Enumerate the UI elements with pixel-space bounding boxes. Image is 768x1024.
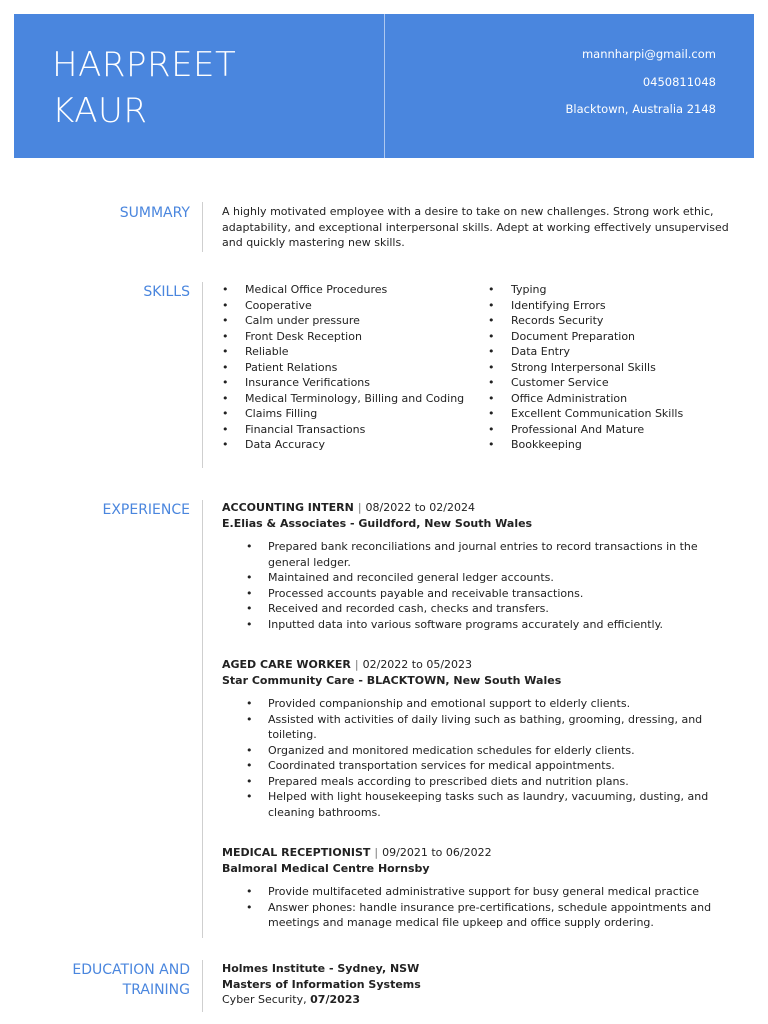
job-company: Balmoral Medical Centre Hornsby xyxy=(222,861,430,875)
skills-left-column xyxy=(222,282,464,453)
job-bullet: • Prepared meals according to prescribed diets and nutrition plans. xyxy=(222,774,732,790)
skill-item: • Insurance Verifications xyxy=(222,375,464,391)
job-bullets xyxy=(222,696,732,820)
skill-item: • Claims Filling xyxy=(222,406,464,422)
skill-item: • Office Administration xyxy=(488,391,683,407)
job-bullets xyxy=(222,539,732,632)
summary-heading: SUMMARY xyxy=(119,205,190,221)
skills-section xyxy=(0,280,768,470)
field-of-study xyxy=(222,992,732,1008)
degree: Masters of Information Systems xyxy=(222,977,421,991)
skill-item: • Strong Interpersonal Skills xyxy=(488,360,683,376)
resume-header xyxy=(14,14,754,158)
skill-item: • Medical Office Procedures xyxy=(222,282,464,298)
education-heading-line1: EDUCATION AND xyxy=(72,962,190,978)
graduation-date: 07/2023 xyxy=(310,993,361,1006)
institution: Holmes Institute - Sydney, NSW xyxy=(222,962,420,975)
skill-item: • Professional And Mature xyxy=(488,422,683,438)
header-divider xyxy=(384,14,385,158)
job-entry xyxy=(222,500,732,632)
job-bullet: • Inputted data into various software programs accurately and efficiently. xyxy=(222,617,732,633)
skills-right-column xyxy=(488,282,683,453)
job-bullet: • Processed accounts payable and receivable transactions. xyxy=(222,586,732,602)
job-bullet: • Received and recorded cash, checks and transfers. xyxy=(222,601,732,617)
job-dates: 09/2021 to 06/2022 xyxy=(382,846,492,859)
section-divider xyxy=(202,282,203,468)
section-divider xyxy=(202,960,203,1012)
location: Blacktown, Australia 2148 xyxy=(565,102,716,116)
education-heading xyxy=(72,960,190,1000)
job-dates: 08/2022 to 02/2024 xyxy=(365,501,475,514)
separator: | xyxy=(357,501,362,514)
job-entry xyxy=(222,657,732,820)
field: Cyber Security, xyxy=(222,993,307,1006)
section-divider xyxy=(202,202,203,252)
separator: | xyxy=(374,846,379,859)
job-company: Star Community Care - BLACKTOWN, New South Wales xyxy=(222,673,562,687)
job-bullet: • Provide multifaceted administrative support for busy general medical practice xyxy=(222,884,732,900)
job-header xyxy=(222,657,732,673)
summary-section xyxy=(0,200,768,260)
job-company: E.Elias & Associates - Guildford, New South Wales xyxy=(222,516,533,530)
job-title: AGED CARE WORKER xyxy=(222,658,351,671)
job-bullet: • Assisted with activities of daily living such as bathing, grooming, dressing, and toileting. xyxy=(222,712,732,743)
skill-item: • Customer Service xyxy=(488,375,683,391)
job-dates: 02/2022 to 05/2023 xyxy=(362,658,473,671)
skills-heading: SKILLS xyxy=(143,284,190,300)
skill-item: • Document Preparation xyxy=(488,329,683,345)
skill-item: • Cooperative xyxy=(222,298,464,314)
skill-item: • Data Accuracy xyxy=(222,437,464,453)
job-bullet: • Organized and monitored medication schedules for elderly clients. xyxy=(222,743,732,759)
job-bullet: • Prepared bank reconciliations and journal entries to record transactions in the general ledger. xyxy=(222,539,732,570)
first-name: HARPREET xyxy=(52,45,237,85)
skill-item: • Reliable xyxy=(222,344,464,360)
job-bullets xyxy=(222,884,732,931)
skill-item: • Excellent Communication Skills xyxy=(488,406,683,422)
job-bullet: • Helped with light housekeeping tasks such as laundry, vacuuming, dusting, and cleaning bathrooms. xyxy=(222,789,732,820)
email[interactable]: mannharpi@gmail.com xyxy=(581,47,716,61)
candidate-name xyxy=(52,42,236,134)
education-entry xyxy=(222,961,732,1008)
education-section xyxy=(0,958,768,1018)
last-name: KAUR xyxy=(52,91,148,131)
job-header xyxy=(222,845,732,861)
summary-text: A highly motivated employee with a desire to take on new challenges. Strong work ethic, adaptability, and exceptional interpersonal skills. Adept at working effectively unsupervised and quickly mastering new skills. xyxy=(222,205,729,249)
experience-heading: EXPERIENCE xyxy=(102,502,190,518)
education-heading-line2: TRAINING xyxy=(122,982,190,998)
skill-item: • Identifying Errors xyxy=(488,298,683,314)
skill-item: • Financial Transactions xyxy=(222,422,464,438)
skill-item: • Data Entry xyxy=(488,344,683,360)
skill-item: • Front Desk Reception xyxy=(222,329,464,345)
job-title: MEDICAL RECEPTIONIST xyxy=(222,846,371,859)
skill-item: • Medical Terminology, Billing and Coding xyxy=(222,391,464,407)
job-bullet: • Maintained and reconciled general ledger accounts. xyxy=(222,570,732,586)
phone: 0450811048 xyxy=(642,74,716,89)
skill-item: • Calm under pressure xyxy=(222,313,464,329)
section-divider xyxy=(202,500,203,938)
job-header xyxy=(222,500,732,516)
skill-item: • Typing xyxy=(488,282,683,298)
job-bullet: • Provided companionship and emotional support to elderly clients. xyxy=(222,696,732,712)
job-entry xyxy=(222,845,732,931)
job-bullet: • Coordinated transportation services for medical appointments. xyxy=(222,758,732,774)
contact-info xyxy=(566,47,716,130)
job-title: ACCOUNTING INTERN xyxy=(222,501,354,514)
skill-item: • Bookkeeping xyxy=(488,437,683,453)
skill-item: • Patient Relations xyxy=(222,360,464,376)
separator: | xyxy=(354,658,359,671)
job-bullet: • Answer phones: handle insurance pre-certifications, schedule appointments and meetings and manage medical file upkeep and office supply ordering. xyxy=(222,900,732,931)
skill-item: • Records Security xyxy=(488,313,683,329)
experience-section xyxy=(0,498,768,938)
